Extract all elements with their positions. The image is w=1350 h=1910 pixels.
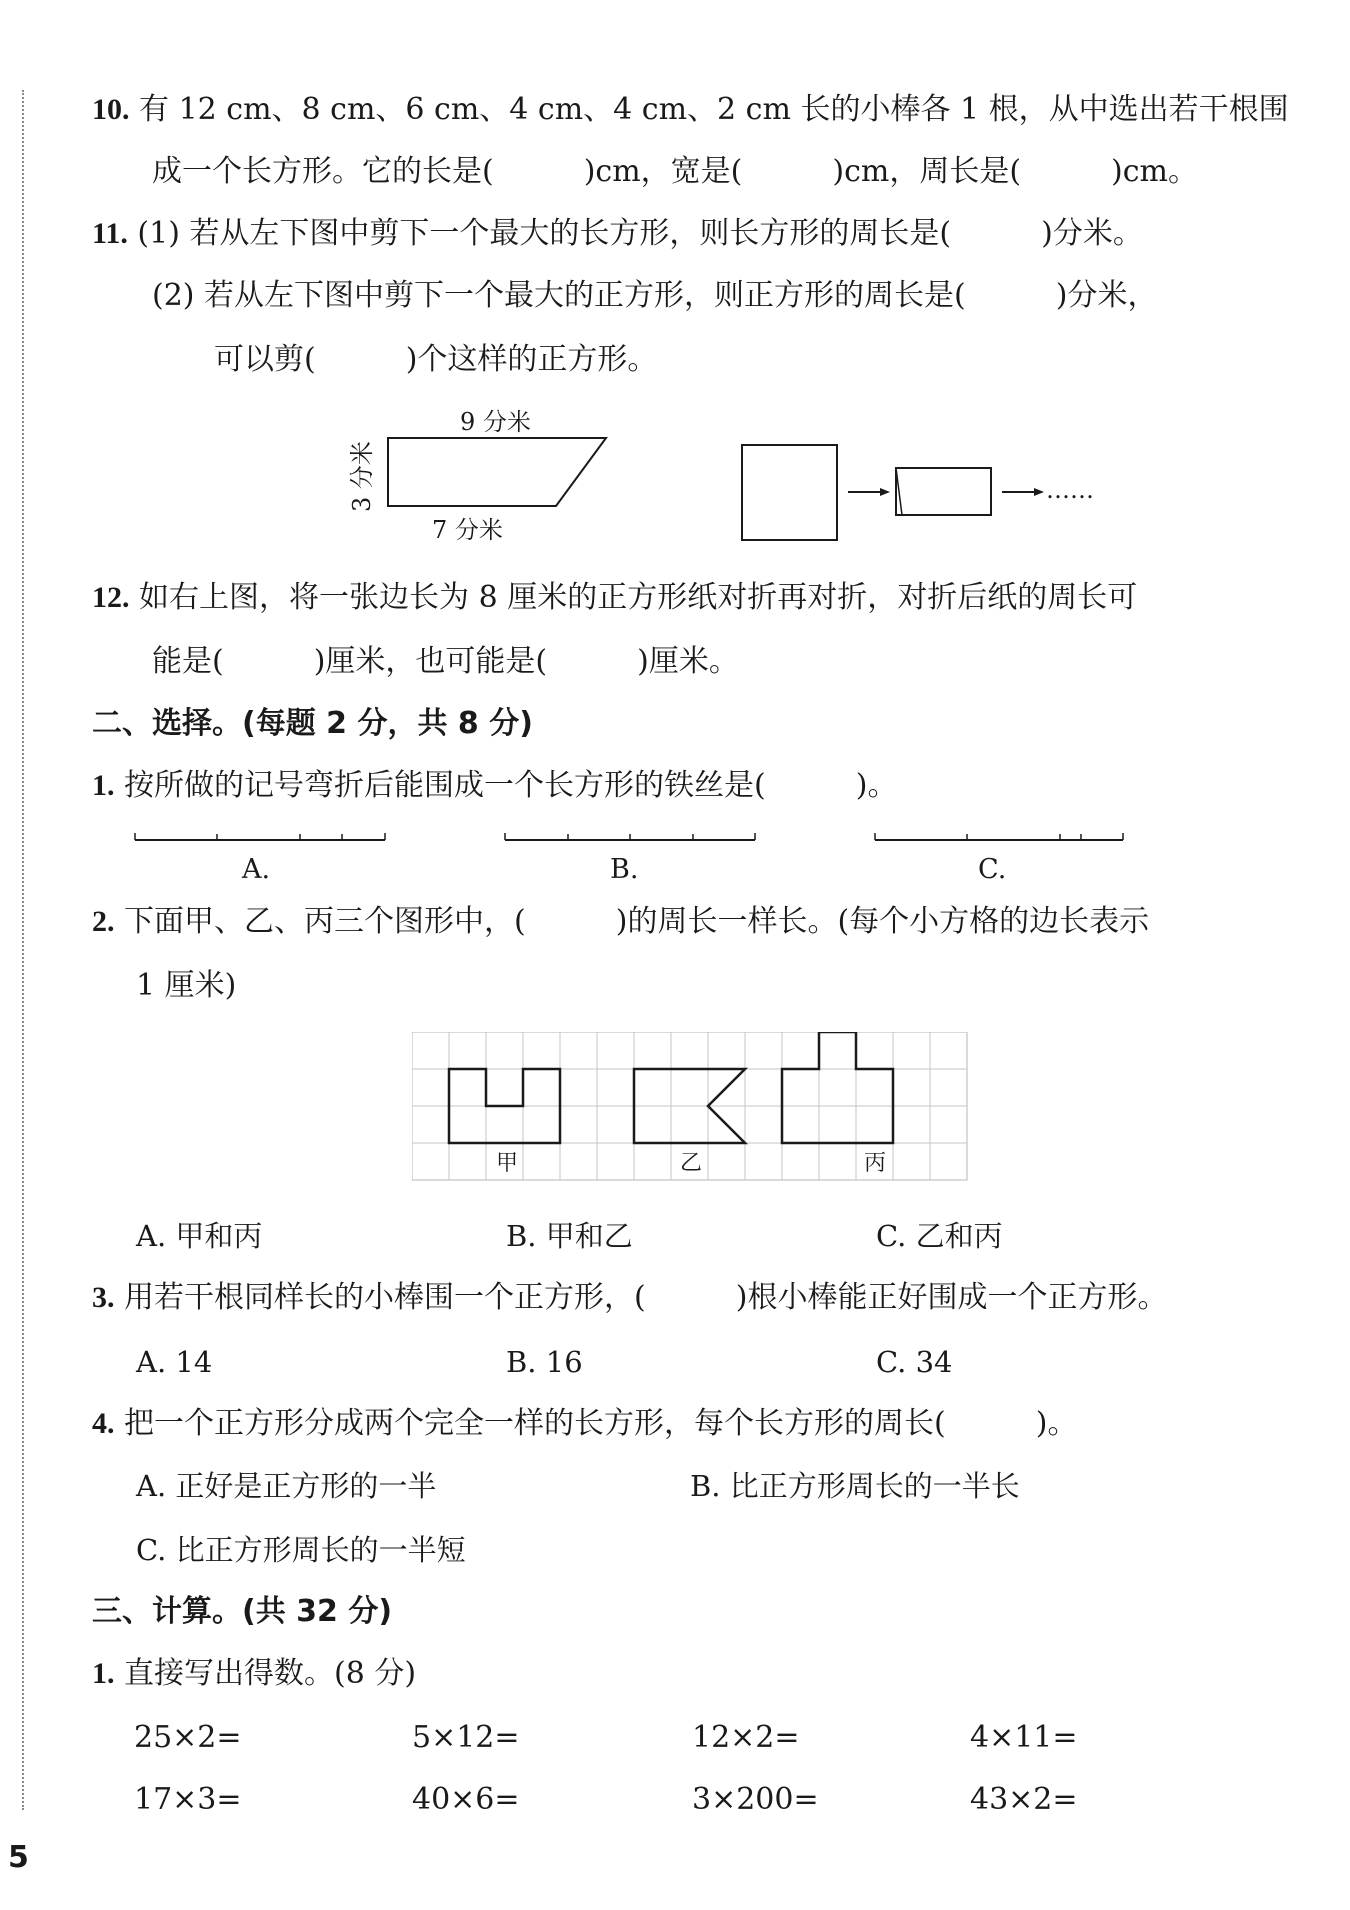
wire-c-label: C. xyxy=(978,854,1007,885)
s2-q3-option-c: C. 34 xyxy=(876,1345,953,1379)
s2-q2-text-line1: 下面甲、乙、丙三个图形中，( )的周长一样长。(每个小方格的边长表示 xyxy=(124,904,1150,939)
q11-part2: (2) 若从左下图中剪下一个最大的正方形，则正方形的周长是( )分米， xyxy=(152,278,1158,313)
wire-a-marks xyxy=(135,833,385,840)
s2-q4-option-c: C. 比正方形周长的一半短 xyxy=(136,1533,466,1567)
label-bing: 丙 xyxy=(864,1151,887,1176)
s2-q3-text: 用若干根同样长的小棒围一个正方形，( )根小棒能正好围成一个正方形。 xyxy=(124,1280,1168,1315)
calc-r2-c1: 17×3= xyxy=(134,1782,242,1817)
s2-q2-line1 xyxy=(92,902,1149,942)
s2-q2-option-a: A. 甲和丙 xyxy=(136,1219,263,1253)
s2-q4-line xyxy=(92,1404,1077,1444)
q11-number: 11. xyxy=(92,217,128,250)
q10-line1 xyxy=(92,90,1289,130)
q10-number: 10. xyxy=(92,93,130,126)
q12-number: 12. xyxy=(92,581,130,614)
s2-q3-number: 3. xyxy=(92,1281,115,1314)
s2-q4-number: 4. xyxy=(92,1407,115,1440)
s2-q2-text-line2: 1 厘米) xyxy=(136,968,237,1003)
calc-r2-c2: 40×6= xyxy=(412,1782,520,1817)
s2-q1-number: 1. xyxy=(92,769,115,802)
trapezoid-shape xyxy=(388,438,606,506)
trapezoid-side-label: 3 分米 xyxy=(348,441,376,512)
calc-r1-c3: 12×2= xyxy=(692,1720,800,1755)
folded-paper xyxy=(896,468,991,515)
ellipsis-text: …… xyxy=(1046,476,1094,504)
arrow-1-head xyxy=(880,488,890,496)
s2-q2-option-b: B. 甲和乙 xyxy=(506,1219,633,1253)
square-paper xyxy=(742,445,837,540)
trapezoid-top-label: 9 分米 xyxy=(460,408,531,436)
s2-q2-number: 2. xyxy=(92,905,115,938)
wire-c-marks xyxy=(875,833,1123,840)
s2-q3-option-b: B. 16 xyxy=(506,1345,583,1379)
q12-text-line2: 能是( )厘米，也可能是( )厘米。 xyxy=(152,644,739,679)
q10-text-line1: 有 12 cm、8 cm、6 cm、4 cm、4 cm、2 cm 长的小棒各 1 根，从中选出若干根围 xyxy=(139,92,1289,127)
s2-q3-option-a: A. 14 xyxy=(136,1345,213,1379)
s3-q1-number: 1. xyxy=(92,1657,115,1690)
q12-text-line1: 如右上图，将一张边长为 8 厘米的正方形纸对折再对折，对折后纸的周长可 xyxy=(139,580,1138,615)
s2-q2-option-c: C. 乙和丙 xyxy=(876,1219,1003,1253)
q11-part2-cont: 可以剪( )个这样的正方形。 xyxy=(214,342,658,377)
q10-text-line2: 成一个长方形。它的长是( )cm，宽是( )cm，周长是( )cm。 xyxy=(152,154,1198,189)
trapezoid-bottom-label: 7 分米 xyxy=(432,516,503,544)
q11-part1: (1) 若从左下图中剪下一个最大的长方形，则长方形的周长是( )分米。 xyxy=(137,216,1143,251)
q12-line1 xyxy=(92,578,1137,618)
calc-r1-c4: 4×11= xyxy=(970,1720,1078,1755)
calc-r2-c3: 3×200= xyxy=(692,1782,819,1817)
section3-title: 三、计算。(共 32 分) xyxy=(92,1594,393,1629)
s2-q3-line xyxy=(92,1278,1167,1318)
wire-b-marks xyxy=(505,833,755,840)
calc-r1-c2: 5×12= xyxy=(412,1720,520,1755)
s2-q1-text: 按所做的记号弯折后能围成一个长方形的铁丝是( )。 xyxy=(124,768,898,803)
arrow-2-head xyxy=(1034,488,1044,496)
q11-q12-figures xyxy=(340,400,1260,560)
s3-q1-line xyxy=(92,1654,416,1694)
s2-q4-option-b: B. 比正方形周长的一半长 xyxy=(690,1469,1020,1503)
calc-r1-c1: 25×2= xyxy=(134,1720,242,1755)
page-number: 5 xyxy=(8,1840,29,1875)
grid-figure xyxy=(412,1032,972,1184)
binding-margin-line xyxy=(22,90,24,1810)
calc-r2-c4: 43×2= xyxy=(970,1782,1078,1817)
wire-options xyxy=(120,820,1140,890)
section2-title: 二、选择。(每题 2 分，共 8 分) xyxy=(92,706,533,741)
q11-line1 xyxy=(92,214,1143,254)
s2-q4-option-a: A. 正好是正方形的一半 xyxy=(136,1469,437,1503)
s2-q1-line xyxy=(92,766,897,806)
label-yi: 乙 xyxy=(680,1151,703,1176)
label-jia: 甲 xyxy=(496,1151,519,1176)
shape-bing xyxy=(782,1032,893,1143)
wire-b-label: B. xyxy=(610,854,639,885)
wire-a-label: A. xyxy=(242,854,271,885)
s3-q1-text: 直接写出得数。(8 分) xyxy=(124,1656,417,1691)
s2-q4-text: 把一个正方形分成两个完全一样的长方形，每个长方形的周长( )。 xyxy=(124,1406,1078,1441)
